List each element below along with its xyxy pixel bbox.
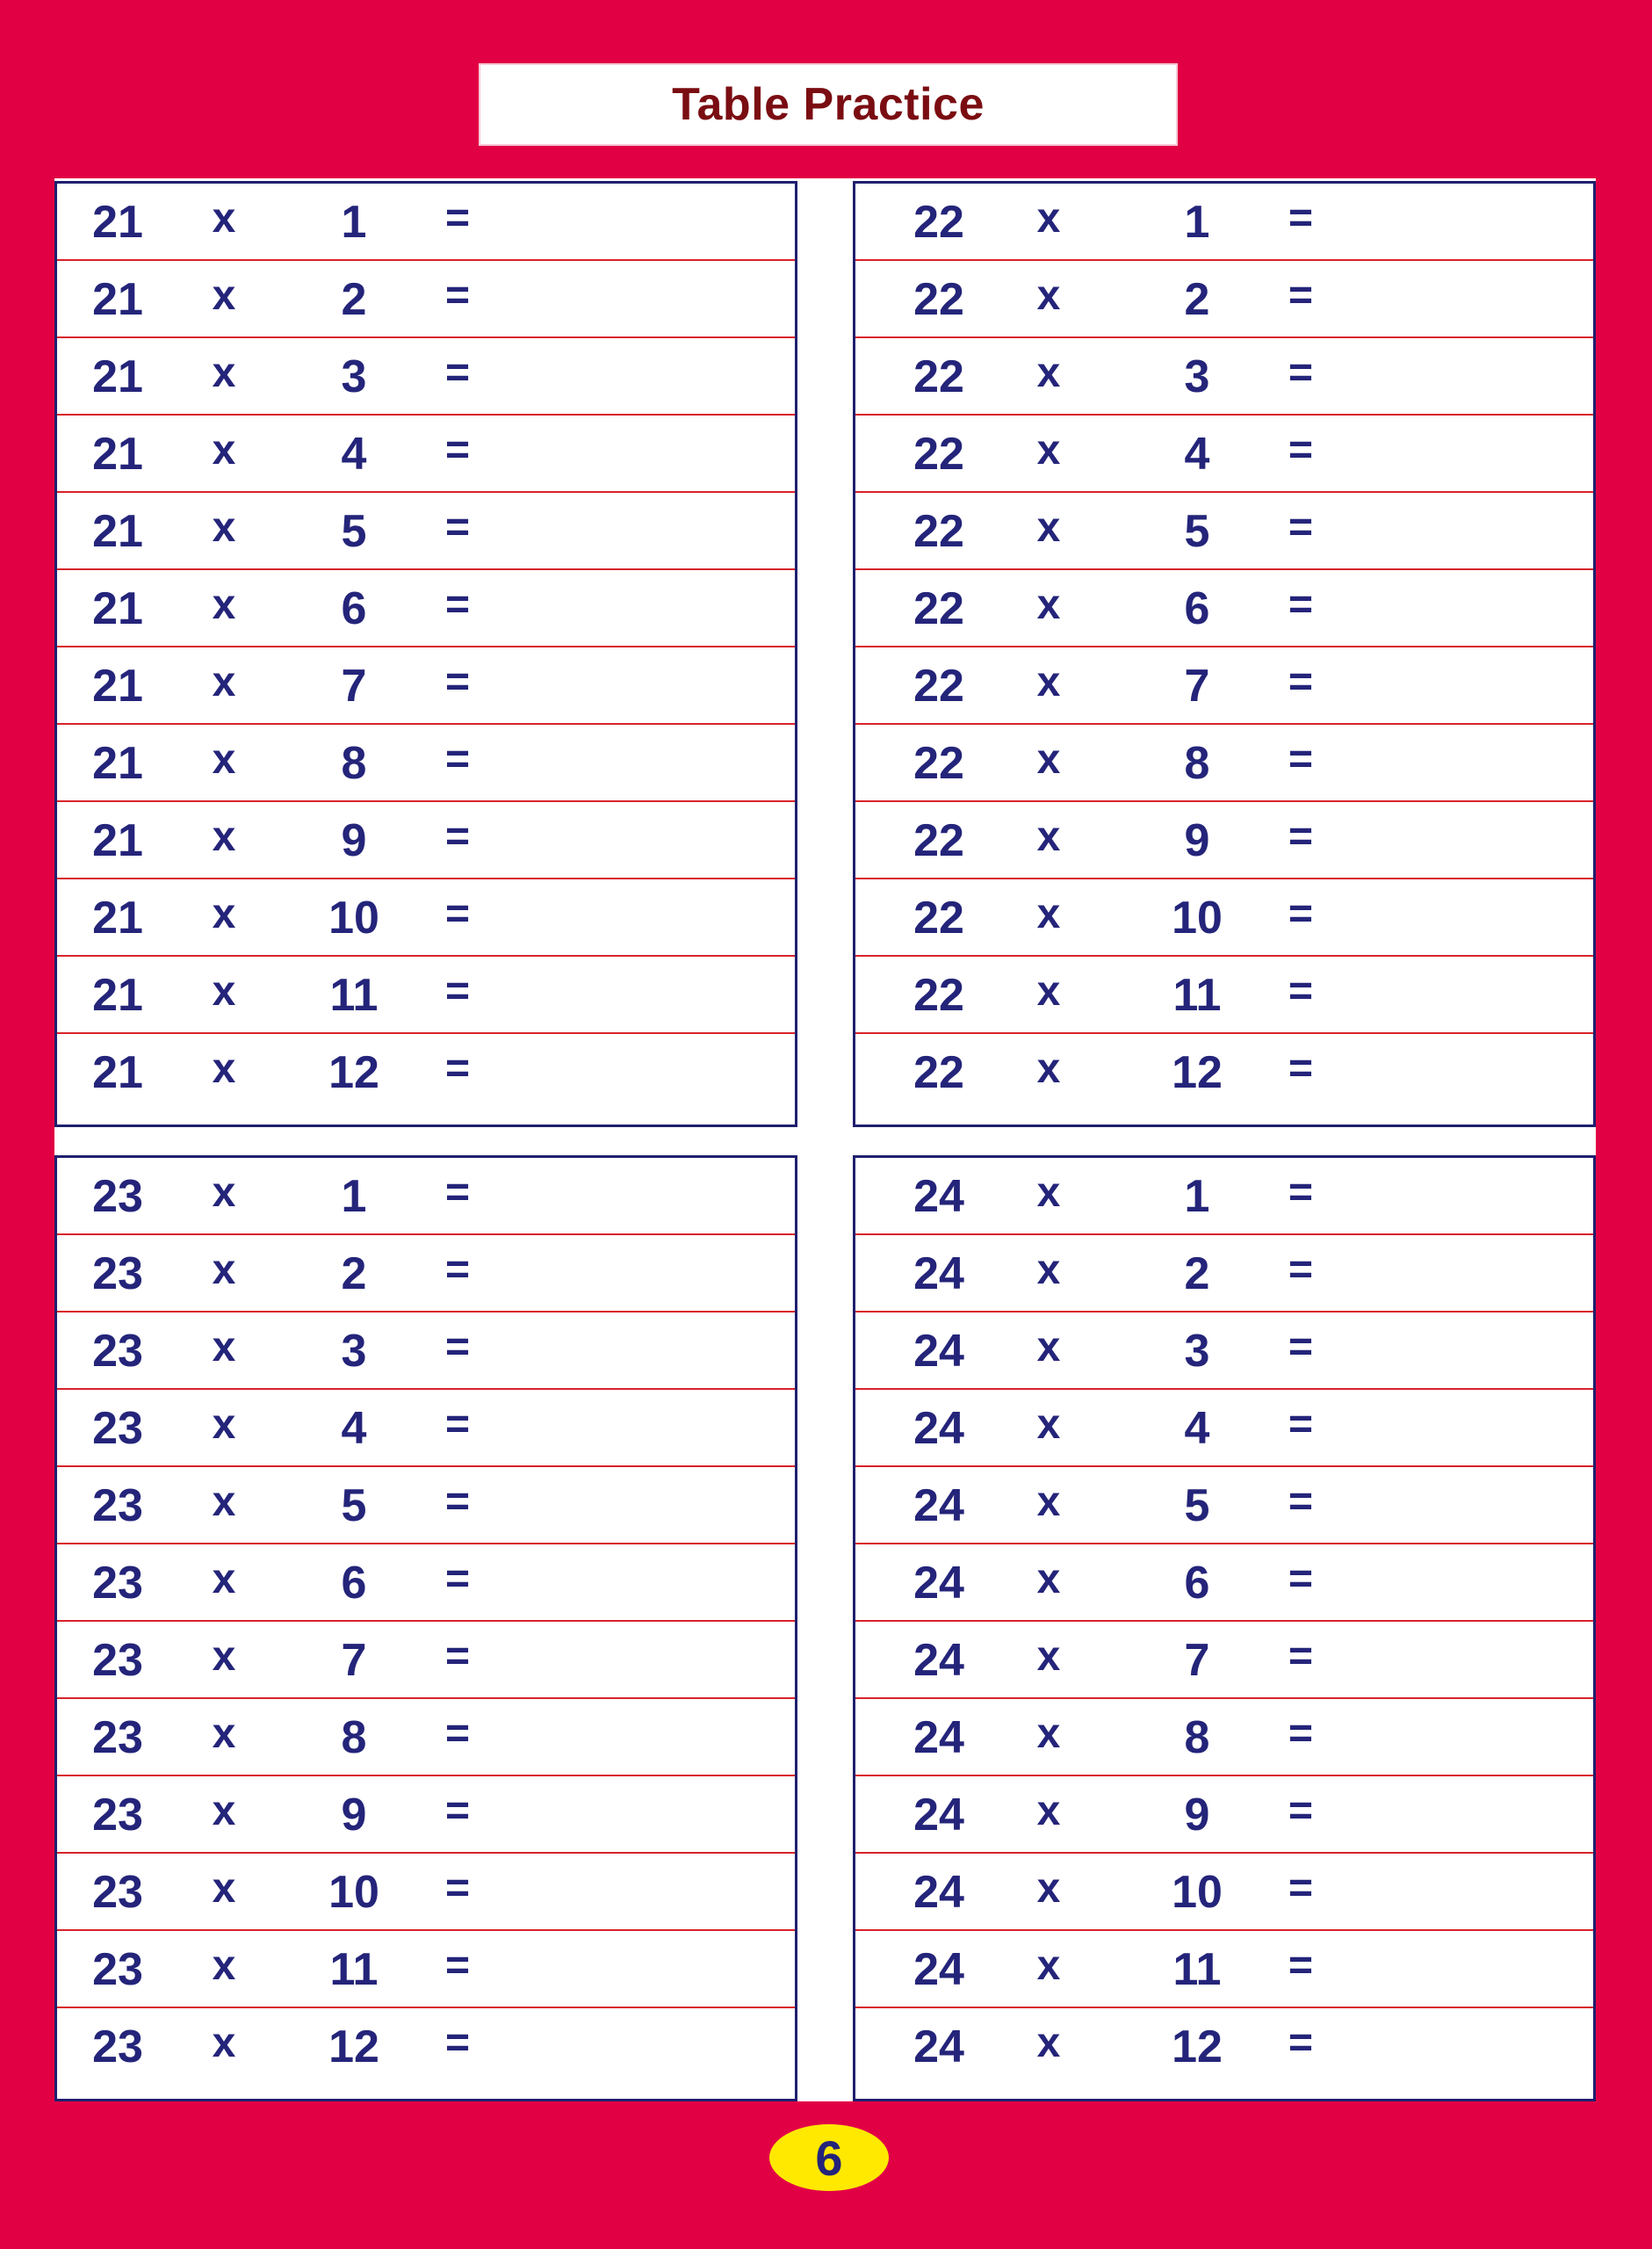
times-sign: x xyxy=(1036,1633,1061,1680)
answer-blank[interactable] xyxy=(1330,1854,1584,1929)
multiplier: 3 xyxy=(341,1326,367,1377)
equals-sign: = xyxy=(444,2020,471,2066)
answer-blank[interactable] xyxy=(496,1235,786,1311)
multiplier: 6 xyxy=(1184,1558,1210,1609)
answer-blank[interactable] xyxy=(1330,2008,1584,2084)
table-row xyxy=(57,416,795,493)
equals-sign: = xyxy=(1288,195,1314,242)
multiplicand: 21 xyxy=(92,351,143,402)
equals-sign: = xyxy=(1288,350,1314,396)
table-row xyxy=(855,1467,1593,1544)
table-row xyxy=(855,261,1593,338)
times-sign: x xyxy=(212,968,236,1015)
answer-blank[interactable] xyxy=(1330,261,1584,336)
multiplicand: 22 xyxy=(913,893,964,944)
equals-sign: = xyxy=(1288,1865,1314,1912)
table-row xyxy=(57,1776,795,1854)
answer-blank[interactable] xyxy=(496,1931,786,2007)
times-sign: x xyxy=(212,1324,236,1370)
title-banner xyxy=(479,63,1178,146)
multiplier: 7 xyxy=(341,1635,367,1686)
answer-blank[interactable] xyxy=(1330,957,1584,1032)
multiplier: 2 xyxy=(1184,274,1210,325)
equals-sign: = xyxy=(444,814,471,860)
equals-sign: = xyxy=(444,1401,471,1448)
multiplicand: 21 xyxy=(92,893,143,944)
table-row xyxy=(855,647,1593,725)
multiplicand: 24 xyxy=(913,1248,964,1299)
answer-blank[interactable] xyxy=(496,957,786,1032)
equals-sign: = xyxy=(444,736,471,783)
equals-sign: = xyxy=(1288,1045,1314,1092)
page-title: Table Practice xyxy=(672,79,985,130)
multiplier: 10 xyxy=(328,1867,379,1918)
multiplier: 1 xyxy=(1184,197,1210,248)
times-sign: x xyxy=(1036,1324,1061,1370)
equals-sign: = xyxy=(1288,1633,1314,1680)
times-sign: x xyxy=(1036,582,1061,628)
table-row xyxy=(855,1854,1593,1931)
equals-sign: = xyxy=(1288,1401,1314,1448)
multiplicand: 21 xyxy=(92,274,143,325)
times-sign: x xyxy=(1036,272,1061,319)
multiplicand: 24 xyxy=(913,1326,964,1377)
multiplier: 8 xyxy=(1184,738,1210,789)
multiplicand: 22 xyxy=(913,429,964,480)
multiplier: 2 xyxy=(341,274,367,325)
table-row xyxy=(57,725,795,802)
equals-sign: = xyxy=(444,1788,471,1834)
table-row xyxy=(855,879,1593,957)
times-table-22 xyxy=(853,181,1596,1127)
equals-sign: = xyxy=(1288,1169,1314,1216)
table-row xyxy=(57,261,795,338)
times-sign: x xyxy=(1036,1942,1061,1989)
multiplier: 1 xyxy=(341,197,367,248)
table-row xyxy=(855,1235,1593,1313)
multiplicand: 24 xyxy=(913,1944,964,1995)
table-row xyxy=(57,184,795,261)
answer-blank[interactable] xyxy=(1330,1158,1584,1233)
answer-blank[interactable] xyxy=(1330,725,1584,800)
multiplicand: 22 xyxy=(913,274,964,325)
table-row xyxy=(57,1158,795,1235)
answer-blank[interactable] xyxy=(1330,493,1584,568)
times-sign: x xyxy=(212,814,236,860)
multiplicand: 22 xyxy=(913,738,964,789)
multiplier: 12 xyxy=(328,1047,379,1098)
multiplier: 5 xyxy=(1184,506,1210,557)
answer-blank[interactable] xyxy=(496,493,786,568)
multiplicand: 23 xyxy=(92,1480,143,1531)
equals-sign: = xyxy=(444,195,471,242)
multiplier: 8 xyxy=(341,738,367,789)
multiplier: 1 xyxy=(1184,1171,1210,1222)
times-sign: x xyxy=(1036,1865,1061,1912)
times-sign: x xyxy=(212,1865,236,1912)
multiplicand: 21 xyxy=(92,429,143,480)
multiplier: 1 xyxy=(341,1171,367,1222)
multiplicand: 21 xyxy=(92,1047,143,1098)
table-row xyxy=(57,1699,795,1776)
equals-sign: = xyxy=(1288,1942,1314,1989)
multiplier: 8 xyxy=(341,1712,367,1763)
multiplicand: 23 xyxy=(92,1403,143,1454)
times-sign: x xyxy=(212,1045,236,1092)
answer-blank[interactable] xyxy=(1330,1235,1584,1311)
times-sign: x xyxy=(212,2020,236,2066)
table-row xyxy=(57,570,795,647)
multiplier: 9 xyxy=(1184,1790,1210,1840)
equals-sign: = xyxy=(444,1865,471,1912)
table-row xyxy=(855,338,1593,416)
equals-sign: = xyxy=(444,891,471,937)
multiplicand: 22 xyxy=(913,970,964,1021)
times-sign: x xyxy=(1036,891,1061,937)
equals-sign: = xyxy=(1288,1788,1314,1834)
multiplicand: 23 xyxy=(92,1558,143,1609)
times-sign: x xyxy=(1036,504,1061,551)
answer-blank[interactable] xyxy=(1330,184,1584,259)
equals-sign: = xyxy=(444,1710,471,1757)
answer-blank[interactable] xyxy=(1330,647,1584,723)
answer-blank[interactable] xyxy=(1330,1699,1584,1775)
table-row xyxy=(855,570,1593,647)
times-sign: x xyxy=(212,195,236,242)
times-sign: x xyxy=(212,1479,236,1525)
multiplier: 10 xyxy=(1172,893,1223,944)
times-sign: x xyxy=(1036,659,1061,705)
table-row xyxy=(57,1313,795,1390)
multiplicand: 24 xyxy=(913,1403,964,1454)
times-sign: x xyxy=(1036,2020,1061,2066)
multiplicand: 23 xyxy=(92,1635,143,1686)
equals-sign: = xyxy=(444,1247,471,1293)
table-row xyxy=(57,493,795,570)
answer-blank[interactable] xyxy=(1330,1034,1584,1110)
table-row xyxy=(855,1313,1593,1390)
table-row xyxy=(855,2008,1593,2086)
multiplicand: 23 xyxy=(92,2021,143,2072)
equals-sign: = xyxy=(1288,427,1314,474)
multiplier: 12 xyxy=(1172,2021,1223,2072)
equals-sign: = xyxy=(1288,659,1314,705)
equals-sign: = xyxy=(444,1045,471,1092)
table-row xyxy=(855,725,1593,802)
times-sign: x xyxy=(212,582,236,628)
multiplicand: 24 xyxy=(913,2021,964,2072)
answer-blank[interactable] xyxy=(496,338,786,414)
multiplier: 12 xyxy=(328,2021,379,2072)
multiplicand: 21 xyxy=(92,815,143,866)
times-sign: x xyxy=(212,1169,236,1216)
table-row xyxy=(855,802,1593,879)
equals-sign: = xyxy=(444,1556,471,1602)
equals-sign: = xyxy=(1288,1556,1314,1602)
equals-sign: = xyxy=(1288,891,1314,937)
answer-blank[interactable] xyxy=(496,802,786,878)
answer-blank[interactable] xyxy=(496,1854,786,1929)
times-table-24 xyxy=(853,1155,1596,2101)
multiplicand: 22 xyxy=(913,1047,964,1098)
multiplier: 4 xyxy=(1184,429,1210,480)
answer-blank[interactable] xyxy=(1330,1467,1584,1543)
times-table-21 xyxy=(54,181,797,1127)
table-row xyxy=(57,1235,795,1313)
table-row xyxy=(855,1776,1593,1854)
worksheet-sheet xyxy=(54,178,1596,2101)
equals-sign: = xyxy=(444,582,471,628)
answer-blank[interactable] xyxy=(496,1622,786,1697)
table-row xyxy=(57,1390,795,1467)
multiplier: 4 xyxy=(341,429,367,480)
multiplicand: 21 xyxy=(92,970,143,1021)
multiplicand: 23 xyxy=(92,1712,143,1763)
equals-sign: = xyxy=(1288,736,1314,783)
multiplicand: 24 xyxy=(913,1790,964,1840)
multiplicand: 23 xyxy=(92,1790,143,1840)
times-sign: x xyxy=(1036,1045,1061,1092)
multiplicand: 24 xyxy=(913,1635,964,1686)
answer-blank[interactable] xyxy=(496,1467,786,1543)
equals-sign: = xyxy=(1288,272,1314,319)
multiplier: 2 xyxy=(1184,1248,1210,1299)
multiplier: 3 xyxy=(341,351,367,402)
answer-blank[interactable] xyxy=(496,1544,786,1620)
answer-blank[interactable] xyxy=(1330,1544,1584,1620)
multiplicand: 24 xyxy=(913,1712,964,1763)
equals-sign: = xyxy=(1288,1710,1314,1757)
multiplier: 10 xyxy=(328,893,379,944)
times-sign: x xyxy=(1036,1788,1061,1834)
times-sign: x xyxy=(1036,1169,1061,1216)
times-sign: x xyxy=(1036,736,1061,783)
multiplier: 9 xyxy=(1184,815,1210,866)
equals-sign: = xyxy=(444,1942,471,1989)
answer-blank[interactable] xyxy=(496,2008,786,2084)
multiplier: 5 xyxy=(341,506,367,557)
multiplier: 11 xyxy=(1172,970,1222,1021)
multiplicand: 22 xyxy=(913,661,964,712)
times-sign: x xyxy=(212,272,236,319)
equals-sign: = xyxy=(444,1169,471,1216)
answer-blank[interactable] xyxy=(1330,879,1584,955)
table-row xyxy=(57,1931,795,2008)
times-sign: x xyxy=(212,1710,236,1757)
answer-blank[interactable] xyxy=(1330,1776,1584,1852)
multiplier: 4 xyxy=(1184,1403,1210,1454)
multiplicand: 23 xyxy=(92,1326,143,1377)
multiplicand: 22 xyxy=(913,351,964,402)
multiplier: 5 xyxy=(341,1480,367,1531)
answer-blank[interactable] xyxy=(1330,338,1584,414)
times-sign: x xyxy=(212,427,236,474)
answer-blank[interactable] xyxy=(496,416,786,491)
table-row xyxy=(57,1034,795,1111)
equals-sign: = xyxy=(444,350,471,396)
multiplier: 2 xyxy=(341,1248,367,1299)
multiplier: 7 xyxy=(1184,1635,1210,1686)
equals-sign: = xyxy=(1288,582,1314,628)
multiplicand: 21 xyxy=(92,661,143,712)
table-row xyxy=(855,493,1593,570)
times-sign: x xyxy=(1036,1556,1061,1602)
table-row xyxy=(855,1390,1593,1467)
times-sign: x xyxy=(212,891,236,937)
multiplier: 11 xyxy=(329,1944,379,1995)
multiplicand: 23 xyxy=(92,1944,143,1995)
times-sign: x xyxy=(1036,1479,1061,1525)
equals-sign: = xyxy=(1288,1479,1314,1525)
multiplier: 8 xyxy=(1184,1712,1210,1763)
times-sign: x xyxy=(212,504,236,551)
times-sign: x xyxy=(1036,968,1061,1015)
answer-blank[interactable] xyxy=(496,879,786,955)
answer-blank[interactable] xyxy=(1330,570,1584,646)
multiplier: 12 xyxy=(1172,1047,1223,1098)
answer-blank[interactable] xyxy=(496,1158,786,1233)
multiplier: 4 xyxy=(341,1403,367,1454)
equals-sign: = xyxy=(444,1479,471,1525)
equals-sign: = xyxy=(444,272,471,319)
multiplier: 6 xyxy=(1184,583,1210,634)
multiplier: 6 xyxy=(341,1558,367,1609)
times-sign: x xyxy=(212,1401,236,1448)
multiplier: 10 xyxy=(1172,1867,1223,1918)
table-row xyxy=(57,957,795,1034)
times-sign: x xyxy=(212,659,236,705)
answer-blank[interactable] xyxy=(1330,1622,1584,1697)
multiplicand: 21 xyxy=(92,506,143,557)
multiplicand: 24 xyxy=(913,1558,964,1609)
table-row xyxy=(57,338,795,416)
table-row xyxy=(855,1544,1593,1622)
table-row xyxy=(855,1699,1593,1776)
multiplier: 9 xyxy=(341,1790,367,1840)
table-row xyxy=(57,1544,795,1622)
multiplier: 11 xyxy=(329,970,379,1021)
answer-blank[interactable] xyxy=(496,261,786,336)
table-row xyxy=(57,879,795,957)
times-sign: x xyxy=(1036,350,1061,396)
multiplicand: 21 xyxy=(92,738,143,789)
equals-sign: = xyxy=(444,1633,471,1680)
times-sign: x xyxy=(1036,1710,1061,1757)
answer-blank[interactable] xyxy=(496,1034,786,1110)
table-row xyxy=(855,1622,1593,1699)
multiplicand: 24 xyxy=(913,1171,964,1222)
equals-sign: = xyxy=(1288,814,1314,860)
multiplicand: 24 xyxy=(913,1480,964,1531)
equals-sign: = xyxy=(444,427,471,474)
answer-blank[interactable] xyxy=(496,1313,786,1388)
multiplicand: 23 xyxy=(92,1248,143,1299)
table-row xyxy=(57,1622,795,1699)
answer-blank[interactable] xyxy=(496,1699,786,1775)
table-row xyxy=(855,1931,1593,2008)
equals-sign: = xyxy=(1288,1247,1314,1293)
answer-blank[interactable] xyxy=(496,647,786,723)
table-row xyxy=(57,1467,795,1544)
multiplicand: 22 xyxy=(913,583,964,634)
equals-sign: = xyxy=(1288,2020,1314,2066)
multiplier: 3 xyxy=(1184,351,1210,402)
equals-sign: = xyxy=(1288,1324,1314,1370)
multiplicand: 22 xyxy=(913,197,964,248)
multiplicand: 24 xyxy=(913,1867,964,1918)
multiplicand: 22 xyxy=(913,506,964,557)
times-sign: x xyxy=(212,736,236,783)
table-row xyxy=(855,957,1593,1034)
answer-blank[interactable] xyxy=(1330,1313,1584,1388)
multiplier: 9 xyxy=(341,815,367,866)
table-row xyxy=(855,1158,1593,1235)
times-sign: x xyxy=(212,1942,236,1989)
answer-blank[interactable] xyxy=(496,184,786,259)
multiplier: 11 xyxy=(1172,1944,1222,1995)
answer-blank[interactable] xyxy=(496,1390,786,1465)
multiplier: 6 xyxy=(341,583,367,634)
table-row xyxy=(855,416,1593,493)
times-sign: x xyxy=(1036,814,1061,860)
answer-blank[interactable] xyxy=(1330,802,1584,878)
answer-blank[interactable] xyxy=(496,725,786,800)
equals-sign: = xyxy=(444,659,471,705)
answer-blank[interactable] xyxy=(496,1776,786,1852)
times-sign: x xyxy=(1036,427,1061,474)
page-number-badge xyxy=(769,2124,889,2191)
multiplicand: 23 xyxy=(92,1867,143,1918)
equals-sign: = xyxy=(444,968,471,1015)
table-row xyxy=(57,647,795,725)
times-sign: x xyxy=(1036,195,1061,242)
times-sign: x xyxy=(1036,1401,1061,1448)
times-sign: x xyxy=(212,1633,236,1680)
page-number: 6 xyxy=(815,2130,843,2186)
times-sign: x xyxy=(1036,1247,1061,1293)
multiplicand: 23 xyxy=(92,1171,143,1222)
times-sign: x xyxy=(212,350,236,396)
table-row xyxy=(855,184,1593,261)
multiplier: 3 xyxy=(1184,1326,1210,1377)
equals-sign: = xyxy=(1288,968,1314,1015)
answer-blank[interactable] xyxy=(496,570,786,646)
times-sign: x xyxy=(212,1247,236,1293)
table-row xyxy=(855,1034,1593,1111)
multiplicand: 21 xyxy=(92,197,143,248)
multiplicand: 22 xyxy=(913,815,964,866)
multiplier: 7 xyxy=(1184,661,1210,712)
multiplier: 5 xyxy=(1184,1480,1210,1531)
equals-sign: = xyxy=(1288,504,1314,551)
answer-blank[interactable] xyxy=(1330,1390,1584,1465)
table-row xyxy=(57,1854,795,1931)
table-row xyxy=(57,2008,795,2086)
times-table-23 xyxy=(54,1155,797,2101)
equals-sign: = xyxy=(444,1324,471,1370)
times-sign: x xyxy=(212,1788,236,1834)
multiplier: 7 xyxy=(341,661,367,712)
times-sign: x xyxy=(212,1556,236,1602)
multiplicand: 21 xyxy=(92,583,143,634)
answer-blank[interactable] xyxy=(1330,1931,1584,2007)
table-row xyxy=(57,802,795,879)
equals-sign: = xyxy=(444,504,471,551)
answer-blank[interactable] xyxy=(1330,416,1584,491)
